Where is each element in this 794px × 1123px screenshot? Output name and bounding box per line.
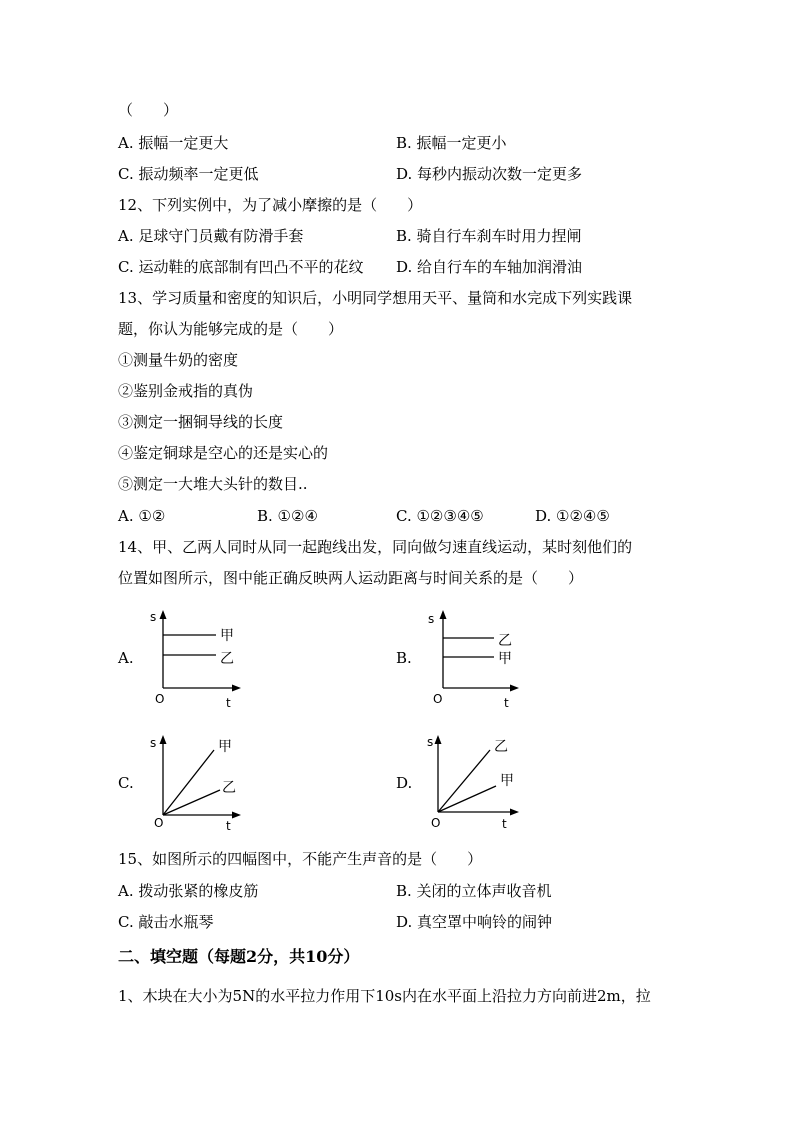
q14-graph-d — [418, 730, 528, 840]
graph-b-y-arrow — [440, 610, 447, 619]
q11-option-b: B. 振幅一定更小 — [396, 134, 507, 152]
q12-option-d: D. 给自行车的车轴加润滑油 — [396, 258, 583, 276]
graph-a-top-series: 甲 — [220, 628, 234, 644]
graph-b-x-arrow — [510, 685, 519, 692]
graph-a-origin: O — [155, 692, 165, 706]
graph-c-shallow-series: 乙 — [222, 780, 236, 796]
graph-b-origin: O — [433, 692, 443, 706]
q14-stem-line1: 14、甲、乙两人同时从同一起跑线出发，同向做匀速直线运动，某时刻他们的 — [118, 538, 633, 556]
graph-c-y-label: s — [150, 736, 157, 750]
q14-graph-c-label: C. — [118, 774, 134, 792]
q14-graph-b-label: B. — [396, 649, 412, 667]
graph-a-y-arrow — [160, 610, 167, 619]
graph-d-y-label: s — [427, 735, 434, 749]
q13-item-5: ⑤测定一大堆大头针的数目.. — [118, 475, 308, 493]
q12-option-a: A. 足球守门员戴有防滑手套 — [118, 227, 304, 245]
q14-graph-a — [140, 605, 250, 715]
q11-paren: （ ） — [118, 101, 179, 119]
graph-c-x-label: t — [226, 819, 231, 833]
q12-stem: 12、下列实例中，为了减小摩擦的是（ ） — [118, 196, 423, 214]
q15-option-c: C. 敲击水瓶琴 — [118, 913, 214, 931]
graph-d-shallow-series: 甲 — [500, 773, 514, 789]
q14-graph-d-label: D. — [396, 774, 413, 792]
graph-c-x-arrow — [232, 812, 241, 819]
q12-option-b: B. 骑自行车刹车时用力捏闸 — [396, 227, 582, 245]
graph-a-bottom-series: 乙 — [220, 651, 234, 667]
graph-d-shallow-line — [438, 786, 496, 812]
graph-a-x-label: t — [226, 696, 231, 710]
graph-a-x-arrow — [232, 685, 241, 692]
graph-b-bottom-series: 甲 — [498, 651, 512, 667]
q11-option-a: A. 振幅一定更大 — [118, 134, 229, 152]
q13-option-a: A. ①② — [118, 507, 166, 525]
q15-option-d: D. 真空罩中响铃的闹钟 — [396, 913, 553, 931]
q14-graph-a-label: A. — [118, 649, 134, 667]
graph-c-y-arrow — [160, 735, 167, 744]
fill-q1-line1: 1、木块在大小为5N的水平拉力作用下10s内在水平面上沿拉力方向前进2m，拉 — [118, 987, 651, 1005]
q14-graph-c — [140, 730, 250, 840]
section-heading: 二、填空题（每题2分，共10分） — [118, 947, 360, 966]
q12-option-c: C. 运动鞋的底部制有凹凸不平的花纹 — [118, 258, 364, 276]
graph-b-y-label: s — [428, 612, 435, 626]
q13-option-b: B. ①②④ — [257, 507, 318, 525]
q14-stem-line2: 位置如图所示，图中能正确反映两人运动距离与时间关系的是（ ） — [118, 569, 584, 587]
graph-b-x-label: t — [504, 696, 509, 710]
q13-option-d: D. ①②④⑤ — [535, 507, 610, 525]
graph-a-y-label: s — [150, 610, 157, 624]
graph-c-steep-series: 甲 — [218, 739, 232, 755]
q14-graph-b — [418, 605, 528, 715]
q13-stem-line1: 13、学习质量和密度的知识后，小明同学想用天平、量筒和水完成下列实践课 — [118, 289, 633, 307]
q11-option-d: D. 每秒内振动次数一定更多 — [396, 165, 583, 183]
q13-item-3: ③测定一捆铜导线的长度 — [118, 413, 284, 431]
q13-item-2: ②鉴别金戒指的真伪 — [118, 382, 254, 400]
graph-d-x-label: t — [502, 817, 507, 831]
q13-item-4: ④鉴定铜球是空心的还是实心的 — [118, 444, 329, 462]
q13-item-1: ①测量牛奶的密度 — [118, 351, 239, 369]
q13-stem-line2: 题，你认为能够完成的是（ ） — [118, 320, 344, 338]
q11-option-c: C. 振动频率一定更低 — [118, 165, 259, 183]
graph-d-steep-series: 乙 — [494, 739, 508, 755]
graph-d-steep-line — [438, 750, 490, 812]
graph-c-steep-line — [163, 750, 214, 815]
graph-d-y-arrow — [435, 735, 442, 744]
graph-c-shallow-line — [163, 790, 220, 815]
q13-option-c: C. ①②③④⑤ — [396, 507, 484, 525]
graph-d-x-arrow — [510, 809, 519, 816]
q15-stem: 15、如图所示的四幅图中，不能产生声音的是（ ） — [118, 850, 483, 868]
q15-option-b: B. 关闭的立体声收音机 — [396, 882, 552, 900]
graph-b-top-series: 乙 — [498, 633, 512, 649]
graph-c-origin: O — [154, 816, 164, 830]
graph-d-origin: O — [431, 816, 441, 830]
q15-option-a: A. 拨动张紧的橡皮筋 — [118, 882, 259, 900]
